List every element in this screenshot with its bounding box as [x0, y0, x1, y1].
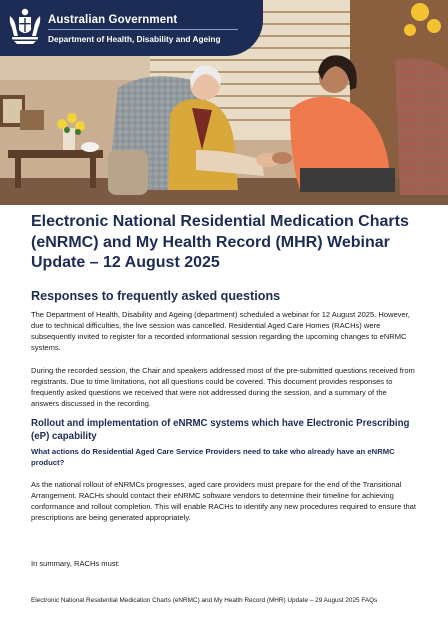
government-banner	[0, 0, 263, 56]
rollout-subheading: Rollout and implementation of eNRMC systems which have Electronic Prescribing (eP) capability	[31, 418, 410, 442]
document-title: Electronic National Residential Medication Charts (eNRMC) and My Health Record (MHR) Webinar Update – 12 August 2025	[31, 213, 409, 271]
intro-paragraph: The Department of Health, Disability and Ageing (department) scheduled a webinar for 12 August 2025. However, due to technical difficulties, the live session was cancelled. Residential Aged Care Homes (RACHs) were subsequently invited to register for a recorded informational session regarding the upcoming changes to eNRMC systems.	[31, 310, 410, 353]
faq-question: What actions do Residential Aged Care Service Providers need to take who already have an eNRMC product?	[31, 447, 395, 467]
department-name: Department of Health, Disability and Ageing	[48, 34, 221, 44]
section-heading: Responses to frequently asked questions	[31, 289, 281, 303]
australian-coat-of-arms-icon	[6, 6, 44, 46]
government-name: Australian Government	[48, 14, 178, 26]
session-paragraph: During the recorded session, the Chair and speakers addressed most of the pre-submitted questions received from registrants. Due to time limitations, not all questions could be covered. This document provides responses to frequently asked questions we received that were not addressed during the session, and a summary of the answers discussed in the recording.	[31, 366, 415, 409]
banner-divider	[48, 29, 238, 30]
summary-lead: In summary, RACHs must:	[31, 559, 120, 568]
page-footer: Electronic National Residential Medication Charts (eNRMC) and My Health Record (MHR) Update – 29 August 2025 FAQs	[31, 597, 378, 604]
faq-answer: As the national rollout of eNRMCs progresses, aged care providers must prepare for the end of the Transitional Arrangement. RACHs should contact their eNRMC software vendors to determine their timeline for achieving conformance and rollout completion. This will enable RACHs to identify any new procedures required to ensure that prescriptions are being generated appropriately.	[31, 480, 416, 523]
